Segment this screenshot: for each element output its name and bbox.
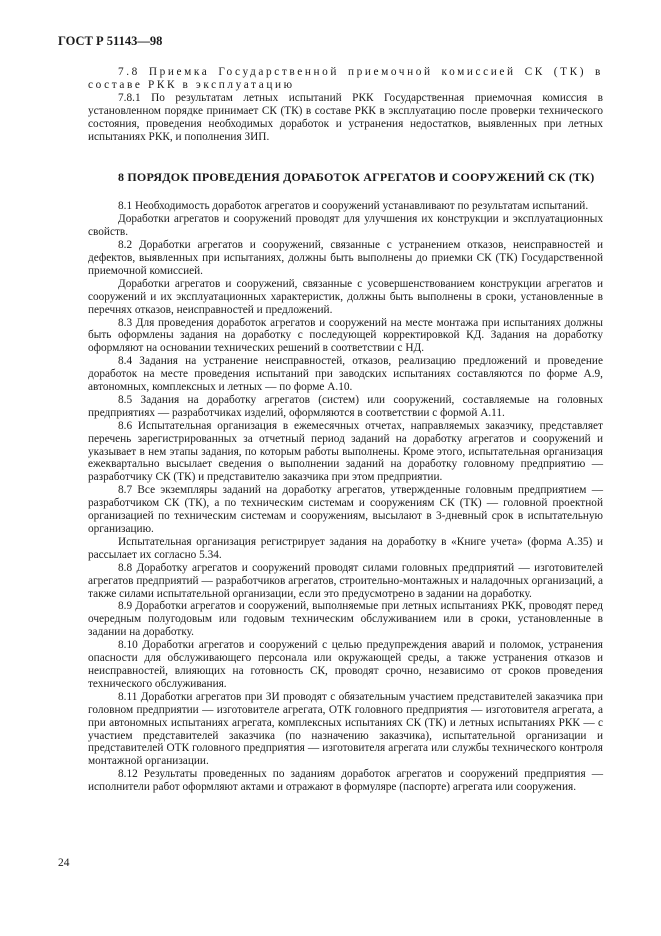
paragraph: Испытательная организация регистрирует задания на доработку в «Книге учета» (форма А.35) и рассылает их согласно 5.34. xyxy=(88,535,603,561)
paragraph: 8.4 Задания на устранение неисправностей, отказов, реализацию предложений и проведение доработок на месте проведения испытаний при заводских испытаниях составляются по форме А.9, автономных, комплексных и летных — по форме А.10. xyxy=(88,355,603,394)
document-code-header: ГОСТ Р 51143—98 xyxy=(58,34,163,48)
paragraph: Доработки агрегатов и сооружений проводят для улучшения их конструкции и эксплуатационных свойств. xyxy=(88,213,603,239)
section-heading-8: 8 ПОРЯДОК ПРОВЕДЕНИЯ ДОРАБОТОК АГРЕГАТОВ И СООРУЖЕНИЙ СК (ТК) xyxy=(118,170,595,185)
paragraph: 8.8 Доработку агрегатов и сооружений проводят силами головных предприятий — изготовителей агрегатов предприятий — разработчиков агрегатов, строительно-монтажных и наладочных организаций, а также силами испытательной организации, если это предусмотрено в задании на доработку. xyxy=(88,561,603,600)
page-number: 24 xyxy=(58,857,70,869)
paragraph: Доработки агрегатов и сооружений, связанные с усовершенствованием конструкции агрегатов и сооружений и их эксплуатационных характеристик, должны быть выполнены в сроки, установленные в перечнях отказов, неисправностей и предложений. xyxy=(88,277,603,316)
paragraph: 8.12 Результаты проведенных по заданиям доработок агрегатов и сооружений предприятия — исполнители работ оформляют актами и отражают в формуляре (паспорте) агрегата или сооружения. xyxy=(88,768,603,794)
paragraph: 8.7 Все экземпляры заданий на доработку агрегатов, утвержденные головным предприятием — разработчиком СК (ТК), а по техническим системам и сооружениям СК (ТК) — головной проектной организацией по техническим системам и сооружениям, высылают в 3-дневный срок в испытательную организацию. xyxy=(88,484,603,535)
paragraph: 8.1 Необходимость доработок агрегатов и сооружений устанавливают по результатам испытаний. xyxy=(118,200,589,213)
subsection-title-7-8: 7.8 Приемка Государственной приемочной комиссией СК (ТК) в составе РКК в эксплуатацию xyxy=(88,66,603,91)
paragraph: 8.11 Доработки агрегатов при ЗИ проводят с обязательным участием представителей заказчика при головном предприятии — изготовителе агрегата, ОТК головного предприятия — изготовителя агрегата, а при автономных испытаниях агрегата, комплексных испытаниях СК (ТК) и летных испытаниях РКК — с участием представителей заказчика (по назначению заказчика), испытательной организации и представителей ОТК головного предприятия — изготовителя агрегата или службы технического контроля монтажной организации. xyxy=(88,690,603,768)
document-body xyxy=(88,66,603,794)
paragraph: 8.5 Задания на доработку агрегатов (систем) или сооружений, составляемые на головных предприятиях — разработчиках изделий, оформляются в соответствии с формой А.11. xyxy=(88,393,603,419)
paragraph: 8.2 Доработки агрегатов и сооружений, связанные с устранением отказов, неисправностей и дефектов, выявленных при испытаниях, должны быть выполнены до приемки СК (ТК) Государственной приемочной комиссией. xyxy=(88,239,603,277)
paragraph: 8.6 Испытательная организация в ежемесячных отчетах, направляемых заказчику, представляет перечень зарегистрированных за отчетный период заданий на доработку агрегатов и сооружений и указывает в нем этапы задания, по которым работы выполнены. Кроме этого, испытательная организация ежеквартально высылает сведения о выполнении заданий на доработку головному предприятию — разработчику СК (ТК) и представителю заказчика при этом предприятии. xyxy=(88,419,603,484)
paragraph: 8.3 Для проведения доработок агрегатов и сооружений на месте монтажа при испытаниях должны быть оформлены задания на доработку с последующей корректировкой КД. Задания на доработку оформляют на основании технических решений в соответствии с НД. xyxy=(88,316,603,355)
paragraph: 8.10 Доработки агрегатов и сооружений с целью предупреждения аварий и поломок, устранения опасности для обслуживающего персонала или окружающей среды, а также устранения отказов и неисправностей, влияющих на готовность СК, проводят срочно, независимо от сроков проведения технического обслуживания. xyxy=(88,639,603,690)
paragraph-7-8-1: 7.8.1 По результатам летных испытаний РКК Государственная приемочная комиссия в установленном порядке принимает СК (ТК) в составе РКК в эксплуатацию после проверки технического состояния, проведения необходимых доработок и устранения недостатков, выявленных при летных испытаниях РКК, и пополнения ЗИП. xyxy=(88,91,603,143)
paragraph: 8.9 Доработки агрегатов и сооружений, выполняемые при летных испытаниях РКК, проводят перед очередным полугодовым или годовым техническим обслуживанием или в сроки, установленные в задании на доработку. xyxy=(88,600,603,639)
